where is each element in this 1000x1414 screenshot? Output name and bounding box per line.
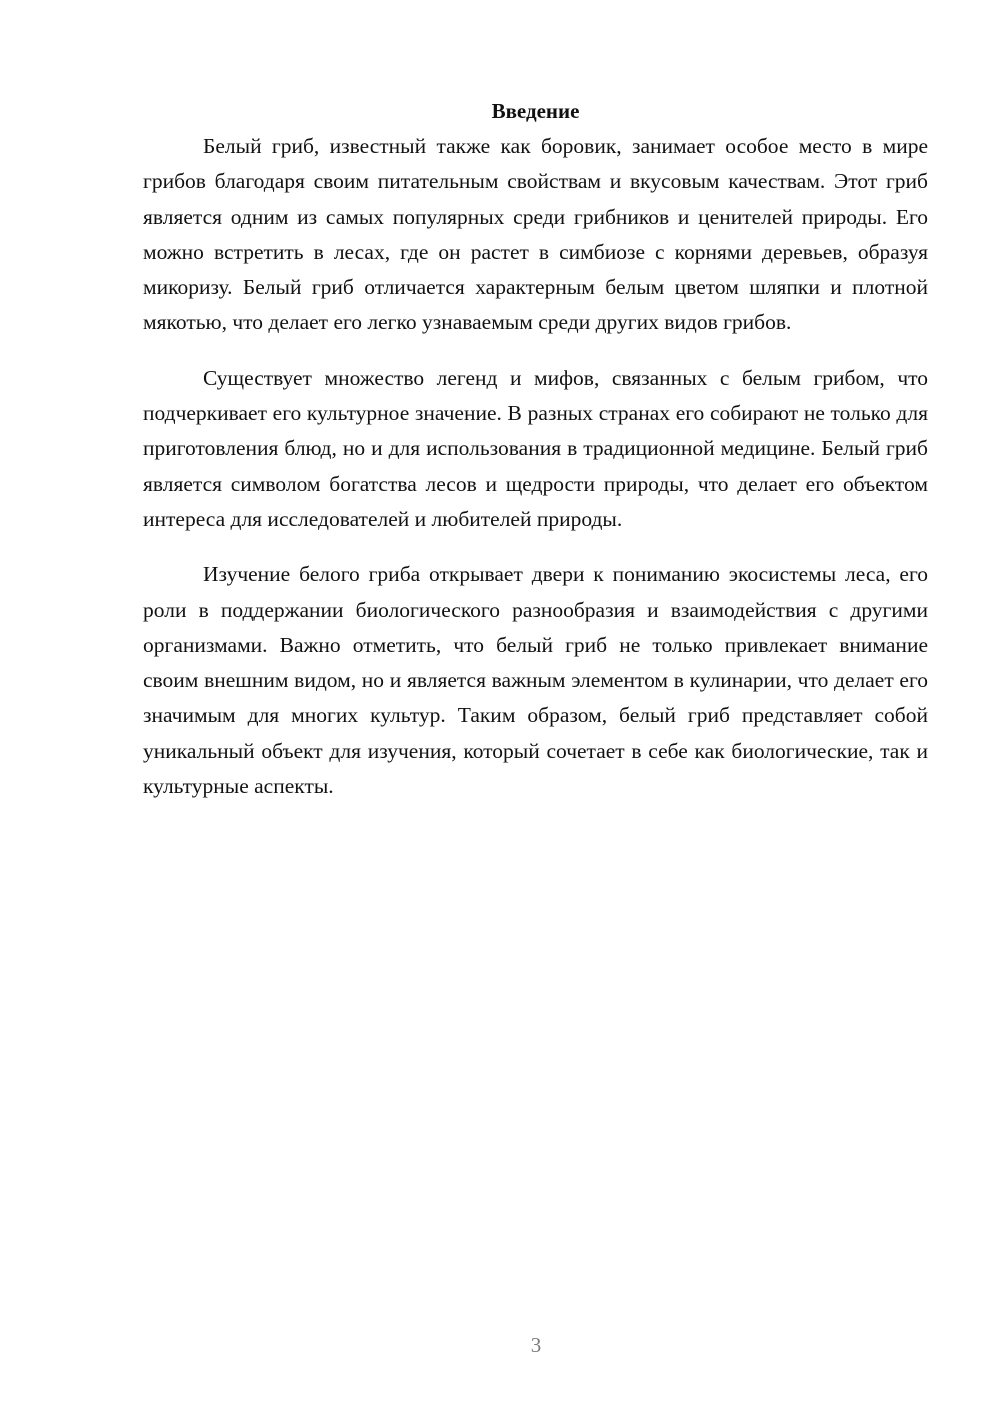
paragraph-2: Существует множество легенд и мифов, связанных с белым грибом, что подчеркивает его культурное значение. В разных странах его собирают не только для приготовления блюд, но и для использования в традиционной медицине. Белый гриб является символом богатства лесов и щедрости природы, что делает его объектом интереса для исследователей и любителей природы. bbox=[143, 365, 928, 531]
paragraph-3: Изучение белого гриба открывает двери к пониманию экосистемы леса, его роли в поддержании биологического разнообразия и взаимодействия с другими организмами. Важно отметить, что белый гриб не только привлекает внимание своим внешним видом, но и является важным элементом в кулинарии, что делает его значимым для многих культур. Таким образом, белый гриб представляет собой уникальный объект для изучения, который сочетает в себе как биологические, так и культурные аспекты. bbox=[143, 562, 928, 799]
paragraph-1: Белый гриб, известный также как боровик, занимает особое место в мире грибов благодаря своим питательным свойствам и вкусовым качествам. Этот гриб является одним из самых популярных среди грибников и ценителей природы. Его можно встретить в лесах, где он растет в симбиозе с корнями деревьев, образуя микоризу. Белый гриб отличается характерным белым цветом шляпки и плотной мякотью, что делает его легко узнаваемым среди других видов грибов. bbox=[143, 134, 928, 335]
page-number: 3 bbox=[530, 1333, 542, 1357]
page-content bbox=[143, 94, 928, 824]
section-title: Введение bbox=[491, 99, 580, 123]
